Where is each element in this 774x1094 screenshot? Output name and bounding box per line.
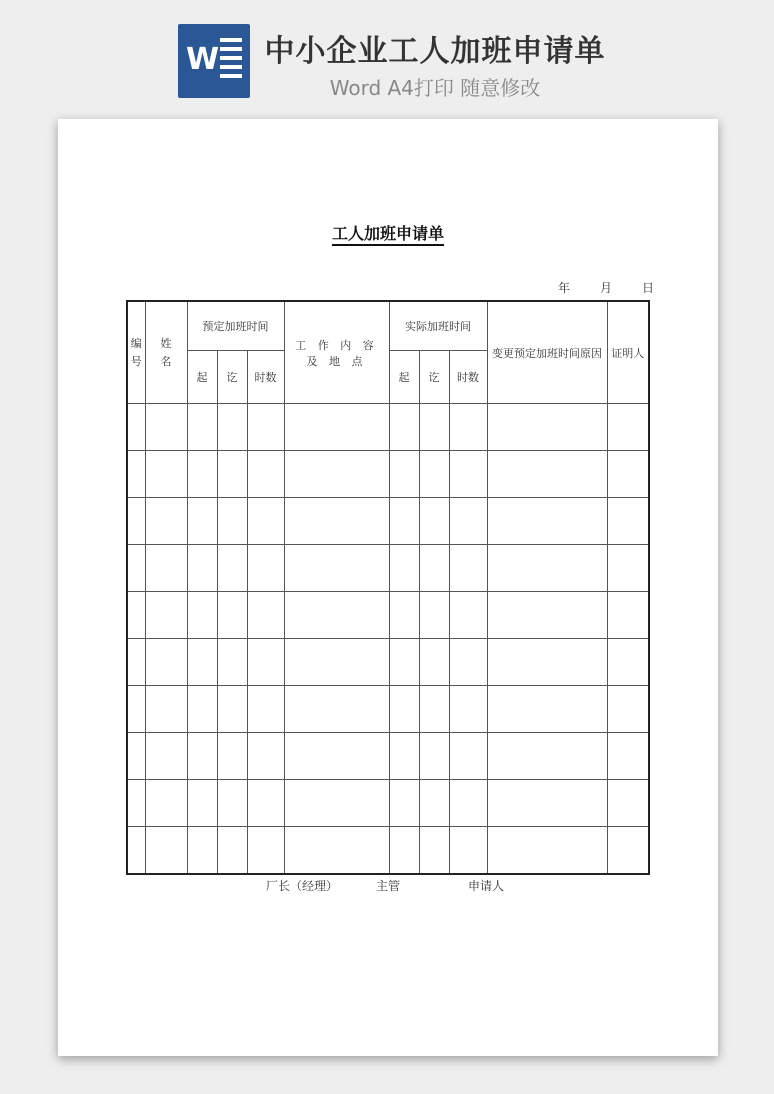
table-cell[interactable] [127,451,145,498]
table-cell[interactable] [389,733,419,780]
table-cell[interactable] [247,780,284,827]
table-cell[interactable] [419,498,449,545]
table-cell[interactable] [419,639,449,686]
document-title: 工人加班申请单 [58,221,718,244]
table-cell[interactable] [607,639,649,686]
document-page [58,119,718,1056]
table-cell[interactable] [284,780,389,827]
table-row [127,780,649,827]
table-cell[interactable] [449,686,487,733]
table-cell[interactable] [217,498,247,545]
table-cell[interactable] [217,404,247,451]
table-cell[interactable] [487,733,607,780]
table-cell[interactable] [187,827,217,875]
table-cell[interactable] [487,451,607,498]
table-cell[interactable] [449,498,487,545]
table-cell[interactable] [284,827,389,875]
header-cell-actual-hours: 时数 [449,351,487,404]
table-cell[interactable] [145,545,187,592]
header-cell-scheduled-hours: 时数 [247,351,284,404]
table-cell[interactable] [487,686,607,733]
table-cell[interactable] [389,545,419,592]
table-cell[interactable] [419,545,449,592]
supervisor-label: 主管 [376,879,401,893]
table-cell[interactable] [487,639,607,686]
table-row [127,827,649,875]
date-month-label: 月 [599,281,612,295]
overtime-form-table [126,300,650,875]
word-logo-lines [220,38,242,83]
table-cell[interactable] [607,404,649,451]
table-cell[interactable] [607,780,649,827]
table-cell[interactable] [217,451,247,498]
table-cell[interactable] [217,827,247,875]
table-cell[interactable] [449,451,487,498]
table-cell[interactable] [127,780,145,827]
table-cell[interactable] [127,733,145,780]
table-cell[interactable] [419,827,449,875]
table-cell[interactable] [217,639,247,686]
table-cell[interactable] [187,686,217,733]
table-cell[interactable] [145,827,187,875]
table-row [127,545,649,592]
table-row [127,592,649,639]
table-cell[interactable] [127,686,145,733]
table-cell[interactable] [284,639,389,686]
table-cell[interactable] [145,733,187,780]
table-cell[interactable] [247,451,284,498]
table-cell[interactable] [284,404,389,451]
page-title: 中小企业工人加班申请单 [264,34,606,69]
table-cell[interactable] [247,639,284,686]
date-day-label: 日 [641,281,654,295]
table-cell[interactable] [284,686,389,733]
table-cell[interactable] [217,686,247,733]
date-line [558,279,654,296]
table-cell[interactable] [389,827,419,875]
table-cell[interactable] [487,592,607,639]
table-cell[interactable] [145,639,187,686]
page-subtitle: Word A4打印 随意修改 [329,76,541,100]
table-cell[interactable] [247,827,284,875]
table-row [127,733,649,780]
header-cell-witness: 证明人 [607,301,649,404]
table-cell[interactable] [607,827,649,875]
table-cell[interactable] [607,498,649,545]
factory-manager-label: 厂长（经理） [266,879,339,893]
table-cell[interactable] [145,498,187,545]
table-cell[interactable] [419,404,449,451]
table-cell[interactable] [127,827,145,875]
table-cell[interactable] [145,404,187,451]
table-cell[interactable] [187,451,217,498]
table-body [127,404,649,875]
table-cell[interactable] [145,686,187,733]
table-header-row-1 [127,301,649,351]
header-cell-number: 编 号 [127,301,145,404]
table-cell[interactable] [217,592,247,639]
table-cell[interactable] [247,733,284,780]
table-cell[interactable] [487,404,607,451]
table-cell[interactable] [607,686,649,733]
header-cell-scheduled-end: 讫 [217,351,247,404]
table-cell[interactable] [389,686,419,733]
table-cell[interactable] [247,686,284,733]
table-cell[interactable] [389,451,419,498]
table-cell[interactable] [187,780,217,827]
table-cell[interactable] [449,827,487,875]
applicant-label: 申请人 [468,879,505,893]
date-year-label: 年 [558,281,571,295]
table-cell[interactable] [145,592,187,639]
table-cell[interactable] [487,780,607,827]
table-cell[interactable] [127,404,145,451]
table-cell[interactable] [607,545,649,592]
table-cell[interactable] [449,780,487,827]
table-cell[interactable] [607,451,649,498]
table-cell[interactable] [187,733,217,780]
table-cell[interactable] [284,498,389,545]
table-row [127,686,649,733]
table-cell[interactable] [127,498,145,545]
table-cell[interactable] [127,639,145,686]
table-cell[interactable] [127,592,145,639]
header-cell-actual-start: 起 [389,351,419,404]
table-cell[interactable] [217,733,247,780]
table-cell[interactable] [247,592,284,639]
table-cell[interactable] [284,545,389,592]
table-cell[interactable] [187,498,217,545]
table-cell[interactable] [389,498,419,545]
table-cell[interactable] [419,780,449,827]
table-row [127,639,649,686]
table-row [127,404,649,451]
table-cell[interactable] [419,733,449,780]
table-cell[interactable] [419,451,449,498]
table-cell[interactable] [187,639,217,686]
table-cell[interactable] [187,404,217,451]
header-cell-name: 姓 名 [145,301,187,404]
table-cell[interactable] [284,592,389,639]
table-cell[interactable] [187,592,217,639]
table-cell[interactable] [487,498,607,545]
table-cell[interactable] [487,545,607,592]
header-cell-change-reason: 变更预定加班时间原因 [487,301,607,404]
table-cell[interactable] [145,780,187,827]
table-cell[interactable] [127,545,145,592]
word-logo-letter: W [186,42,220,77]
table-cell[interactable] [449,639,487,686]
table-cell[interactable] [247,404,284,451]
table-row [127,498,649,545]
header-cell-scheduled-start: 起 [187,351,217,404]
table-cell[interactable] [389,639,419,686]
table-cell[interactable] [607,592,649,639]
header-cell-work-content: 工 作 内 容 及 地 点 [284,301,389,404]
table-cell[interactable] [187,545,217,592]
table-cell[interactable] [419,592,449,639]
table-cell[interactable] [389,404,419,451]
word-logo-icon [178,24,250,98]
table-cell[interactable] [217,545,247,592]
table-cell[interactable] [449,545,487,592]
table-cell[interactable] [449,733,487,780]
table-cell[interactable] [217,780,247,827]
header-cell-actual-time: 实际加班时间 [389,301,487,351]
table-cell[interactable] [145,451,187,498]
table-cell[interactable] [389,592,419,639]
table-cell[interactable] [389,780,419,827]
table-cell[interactable] [449,404,487,451]
table-cell[interactable] [449,592,487,639]
table-cell[interactable] [607,733,649,780]
header-cell-scheduled-time: 预定加班时间 [187,301,284,351]
page-header [0,0,774,110]
table-cell[interactable] [284,451,389,498]
table-cell[interactable] [284,733,389,780]
table-cell[interactable] [487,827,607,875]
table-cell[interactable] [247,545,284,592]
table-row [127,451,649,498]
table-cell[interactable] [419,686,449,733]
header-cell-actual-end: 讫 [419,351,449,404]
table-cell[interactable] [247,498,284,545]
